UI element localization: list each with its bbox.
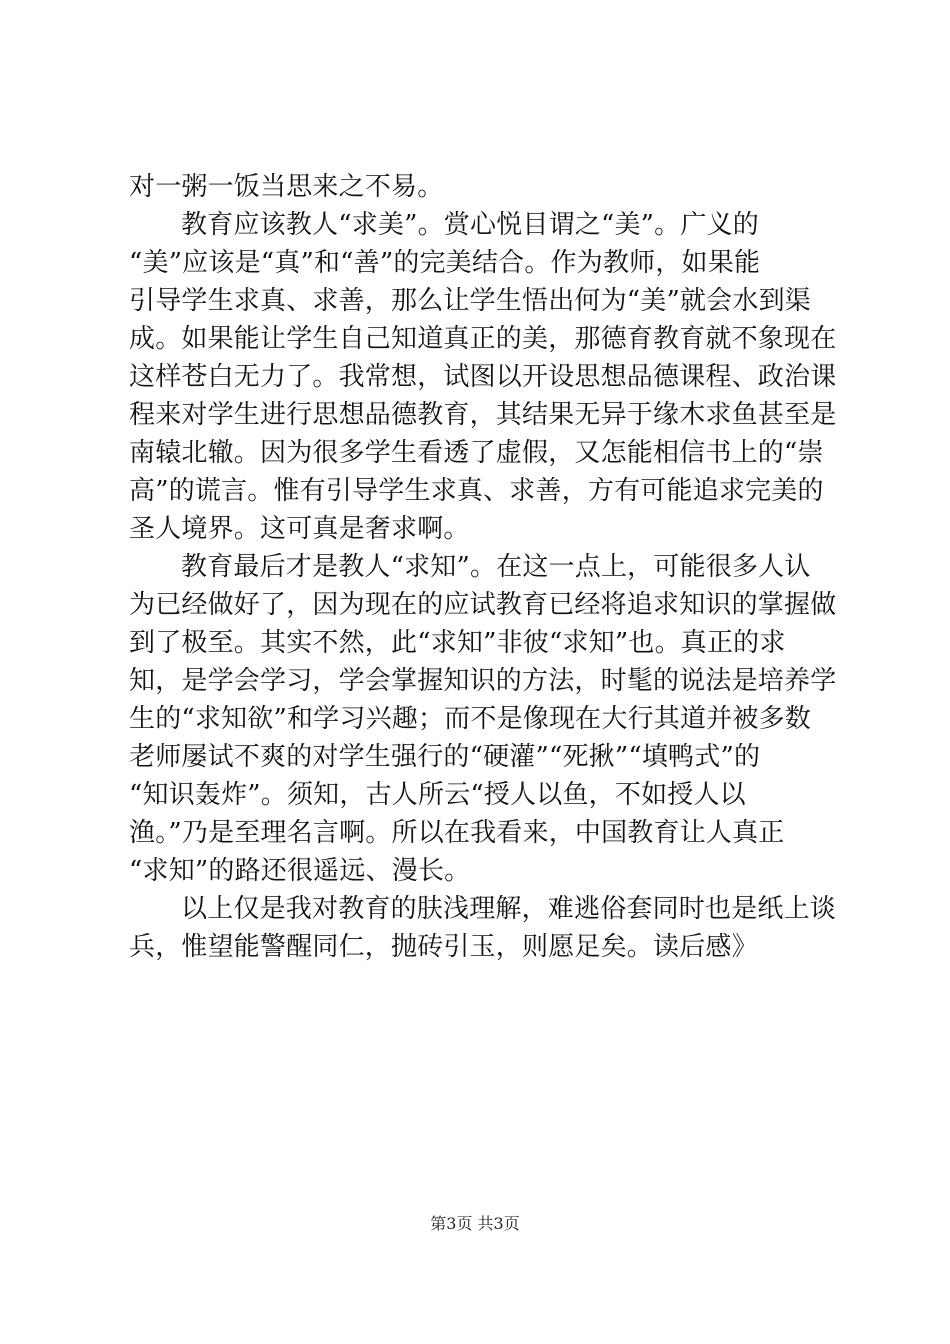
text-line: 教育应该教人“求美”。赏心悦目谓之“美”。广义的	[181, 210, 759, 240]
text-line: 引导学生求真、求善，那么让学生悟出何为“美”就会水到渠	[129, 286, 811, 316]
text-line: 为已经做好了，因为现在的应试教育已经将追求知识的掌握做	[129, 590, 837, 620]
text-line: “美”应该是“真”和“善”的完美结合。作为教师，如果能	[129, 248, 761, 278]
text-line: “知识轰炸”。须知，古人所云“授人以鱼，不如授人以	[129, 780, 746, 810]
text-line: 对一粥一饭当思来之不易。	[129, 172, 444, 202]
text-line: “求知”的路还很遥远、漫长。	[129, 856, 471, 886]
text-line: 圣人境界。这可真是奢求啊。	[129, 514, 470, 544]
text-line: 高”的谎言。惟有引导学生求真、求善，方有可能追求完美的	[129, 476, 824, 506]
text-line: 兵，惟望能警醒同仁，抛砖引玉，则愿足矣。读后感》	[129, 932, 758, 962]
text-line: 渔。”乃是至理名言啊。所以在我看来，中国教育让人真正	[129, 818, 785, 848]
text-line: 以上仅是我对教育的肤浅理解，难逃俗套同时也是纸上谈	[181, 894, 837, 924]
page-footer: 第3页 共3页	[430, 1214, 520, 1233]
text-line: 知，是学会学习，学会掌握知识的方法，时髦的说法是培养学	[129, 666, 837, 696]
text-line: 老师屡试不爽的对学生强行的“硬灌”“死揪”“填鸭式”的	[129, 742, 761, 772]
text-line: 教育最后才是教人“求知”。在这一点上，可能很多人认	[181, 552, 811, 582]
document-body	[129, 168, 837, 966]
text-line: 南辕北辙。因为很多学生看透了虚假，又怎能相信书上的“崇	[129, 438, 824, 468]
text-line: 程来对学生进行思想品德教育，其结果无异于缘木求鱼甚至是	[129, 400, 837, 430]
text-line: 到了极至。其实不然，此“求知”非彼“求知”也。真正的求	[129, 628, 786, 658]
text-line: 成。如果能让学生自己知道真正的美，那德育教育就不象现在	[129, 324, 837, 354]
text-line: 这样苍白无力了。我常想，试图以开设思想品德课程、政治课	[129, 362, 837, 392]
text-line: 生的“求知欲”和学习兴趣；而不是像现在大行其道并被多数	[129, 704, 811, 734]
